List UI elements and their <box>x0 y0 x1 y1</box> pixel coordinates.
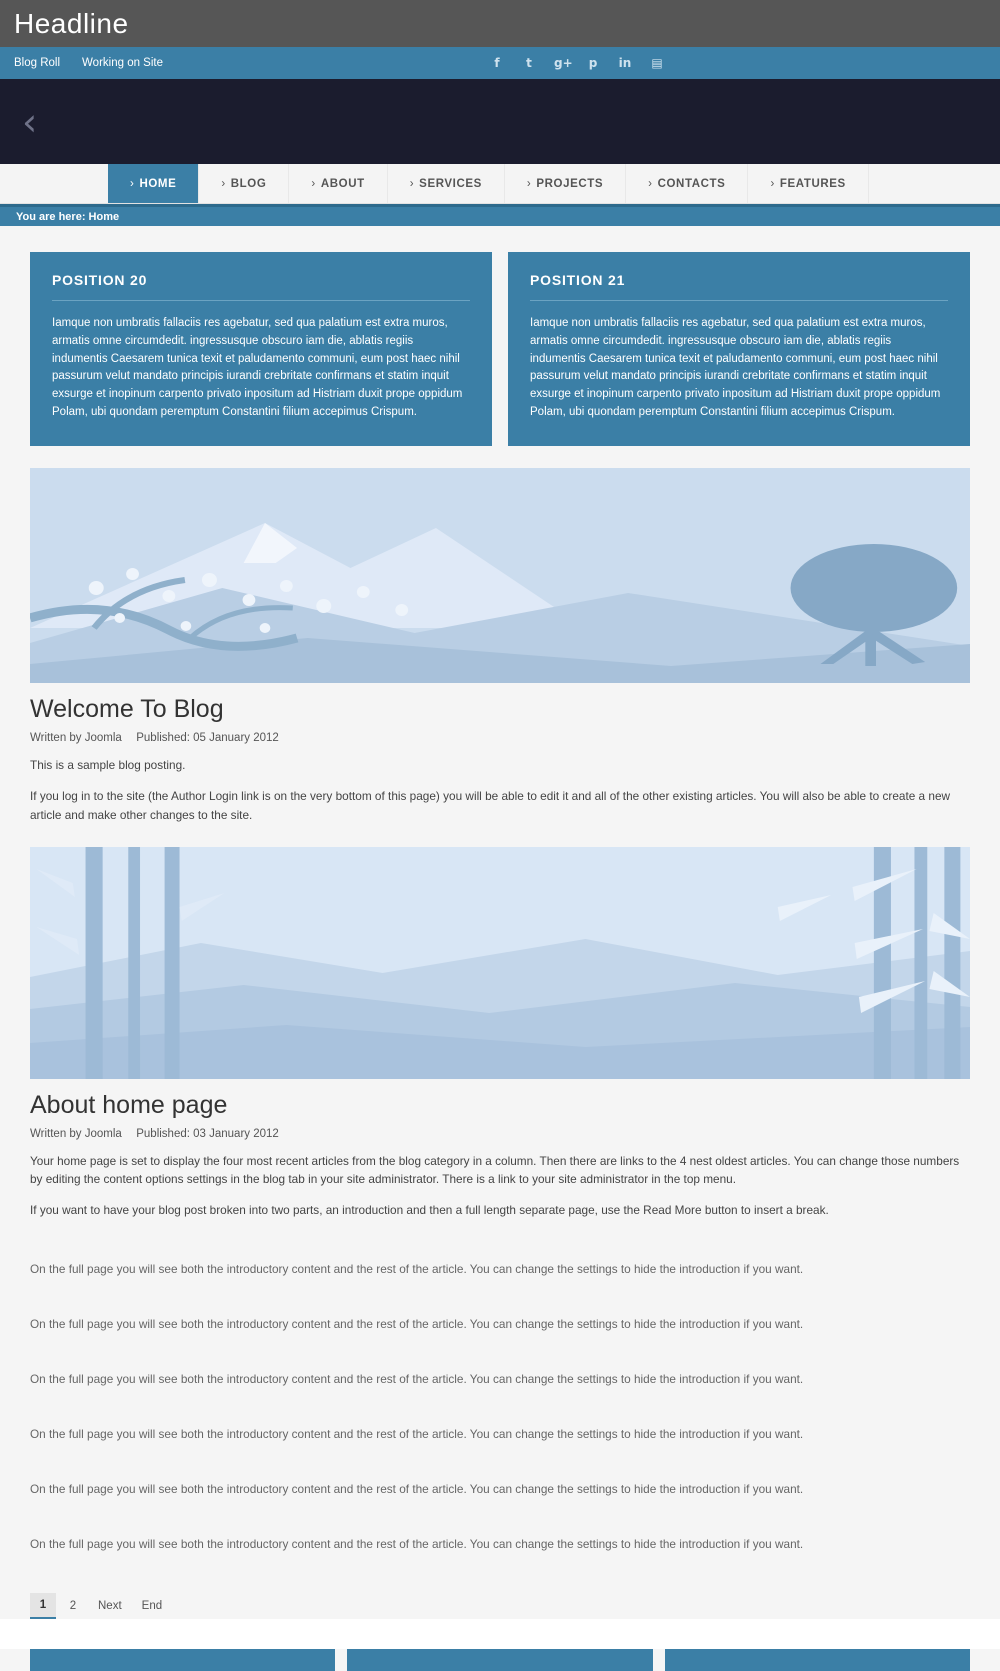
position-modules <box>30 252 970 446</box>
site-title: Headline <box>14 7 129 39</box>
article-title: About home page <box>30 1090 228 1119</box>
position-20-title: POSITION 20 <box>52 272 148 288</box>
article-author: Written by Joomla <box>30 1127 122 1140</box>
chevron-right-icon: › <box>311 177 316 190</box>
article-published: Published: 05 January 2012 <box>136 731 279 744</box>
footer-module-3 <box>665 1649 970 1671</box>
hero-banner <box>0 79 1000 164</box>
menu-left-spacer <box>0 164 108 203</box>
position-21-body: Iamque non umbratis fallaciis res agebatur, sed qua palatium est extra muros, armatis omne circumdedit. ingressusque obscuro iam die, ablatis regiis indumentis Caesarem tunica texit et paludamento communi, eum post haec nihil passurum velut mandato principis iurandi crebritate confirmans et statim inquit exsurge et inopinum carpento privato inpositum ad Histriam duxit prope oppidum Polam, ubi quondam peremptum Constantini filium accepimus Crispum. <box>530 317 941 419</box>
divider <box>530 300 948 301</box>
list-item: On the full page you will see both the introductory content and the rest of the article. You can change the settings to hide the introduction if you want. <box>30 1371 804 1386</box>
pagination-end[interactable]: End <box>141 1600 163 1613</box>
top-nav-links <box>14 57 163 69</box>
menu-item-blog-label: BLOG <box>230 177 267 190</box>
menu-item-home[interactable] <box>108 164 199 203</box>
list-item: On the full page you will see both the introductory content and the rest of the article. You can change the settings to hide the introduction if you want. <box>30 1262 804 1277</box>
article-meta <box>30 1128 970 1140</box>
article-published: Published: 03 January 2012 <box>136 1127 279 1140</box>
rss-icon[interactable]: ▤ <box>651 56 663 70</box>
breadcrumb <box>0 204 1000 226</box>
chevron-right-icon: › <box>221 177 226 190</box>
list-item: On the full page you will see both the introductory content and the rest of the article. You can change the settings to hide the introduction if you want. <box>30 1317 804 1331</box>
linkedin-icon[interactable]: in <box>618 56 632 70</box>
article-title: Welcome To Blog <box>30 694 224 723</box>
list-item: On the full page you will see both the introductory content and the rest of the article. You can change the settings to hide the introduction if you want. <box>30 1481 804 1496</box>
facebook-icon[interactable]: f <box>494 56 500 70</box>
site-header <box>0 0 1000 47</box>
chevron-right-icon: › <box>648 177 653 190</box>
position-21-module <box>508 252 970 446</box>
chevron-right-icon: › <box>130 177 135 190</box>
footer-module-1 <box>30 1649 335 1671</box>
breadcrumb-text: You are here: Home <box>16 210 120 223</box>
pagination <box>30 1593 970 1619</box>
menu-item-about-label: ABOUT <box>320 177 365 190</box>
pagination-page-2[interactable]: 2 <box>69 1600 77 1613</box>
menu-item-services[interactable] <box>388 164 505 203</box>
chevron-right-icon: › <box>770 177 775 190</box>
article-paragraph: Your home page is set to display the four most recent articles from the blog category in a column. Then there are links to the 4 nest oldest articles. You can change those numbers by editing the content options settings in the blog tab in your site administrator. There is a link to your site administrator in the top menu. <box>30 1153 960 1187</box>
menu-item-home-label: HOME <box>139 177 177 190</box>
google-plus-icon[interactable]: g+ <box>554 56 573 70</box>
menu-item-projects-label: PROJECTS <box>536 177 604 190</box>
divider <box>52 300 470 301</box>
pagination-page-1[interactable]: 1 <box>30 1593 56 1619</box>
article-paragraph: If you want to have your blog post broken into two parts, an introduction and then a full length separate page, use the Read More button to insert a break. <box>30 1203 829 1218</box>
top-nav-strip <box>0 47 1000 79</box>
menu-item-projects[interactable] <box>505 164 626 203</box>
social-icons <box>490 47 664 79</box>
mountain-cherry-blossom-image <box>30 468 970 683</box>
article-paragraph: If you log in to the site (the Author Login link is on the very bottom of this page) you will be able to edit it and all of the other existing articles. You will also be able to create a new article and make other changes to the site. <box>30 788 951 822</box>
article-about-home-page <box>30 847 970 1221</box>
slider-prev-arrow-icon[interactable]: ‹ <box>22 99 38 144</box>
article-paragraph: This is a sample blog posting. <box>30 757 186 772</box>
top-link-working-on-site[interactable]: Working on Site <box>82 57 163 69</box>
chevron-right-icon: › <box>526 177 532 190</box>
bamboo-landscape-image <box>30 847 970 1079</box>
menu-item-features[interactable] <box>748 164 868 203</box>
position-20-body: Iamque non umbratis fallaciis res agebatur, sed qua palatium est extra muros, armatis omne circumdedit. ingressusque obscuro iam die, ablatis regiis indumentis Caesarem tunica texit et paludamento communi, eum post haec nihil passurum velut mandato principis iurandi crebritate confirmans et statim inquit exsurge et inopinum carpento privato inpositum ad Histriam duxit prope oppidum Polam, ubi quondam peremptum Constantini filium accepimus Crispum. <box>52 317 463 419</box>
article-welcome-to-blog <box>30 468 970 825</box>
list-item: On the full page you will see both the introductory content and the rest of the article. You can change the settings to hide the introduction if you want. <box>30 1536 804 1551</box>
article-meta <box>30 732 970 744</box>
menu-item-about[interactable] <box>289 164 387 203</box>
main-menu <box>0 164 1000 204</box>
menu-item-contacts[interactable] <box>626 164 748 203</box>
list-item: On the full page you will see both the introductory content and the rest of the article. You can change the settings to hide the introduction if you want. <box>30 1426 804 1441</box>
position-20-module <box>30 252 492 446</box>
menu-item-services-label: SERVICES <box>419 177 482 190</box>
menu-item-blog[interactable] <box>199 164 289 203</box>
footer-module-2 <box>347 1649 652 1671</box>
menu-item-features-label: FEATURES <box>779 177 846 190</box>
menu-item-contacts-label: CONTACTS <box>657 177 726 190</box>
page-body <box>0 226 1000 1619</box>
position-21-title: POSITION 21 <box>530 272 626 288</box>
pagination-next[interactable]: Next <box>98 1600 122 1613</box>
article-author: Written by Joomla <box>30 731 122 744</box>
twitter-icon[interactable]: t <box>526 56 532 70</box>
teaser-list <box>30 1242 970 1571</box>
chevron-right-icon: › <box>409 177 415 190</box>
footer-modules <box>0 1649 1000 1671</box>
pinterest-icon[interactable]: p <box>588 56 598 70</box>
top-link-blog-roll[interactable]: Blog Roll <box>14 57 61 69</box>
